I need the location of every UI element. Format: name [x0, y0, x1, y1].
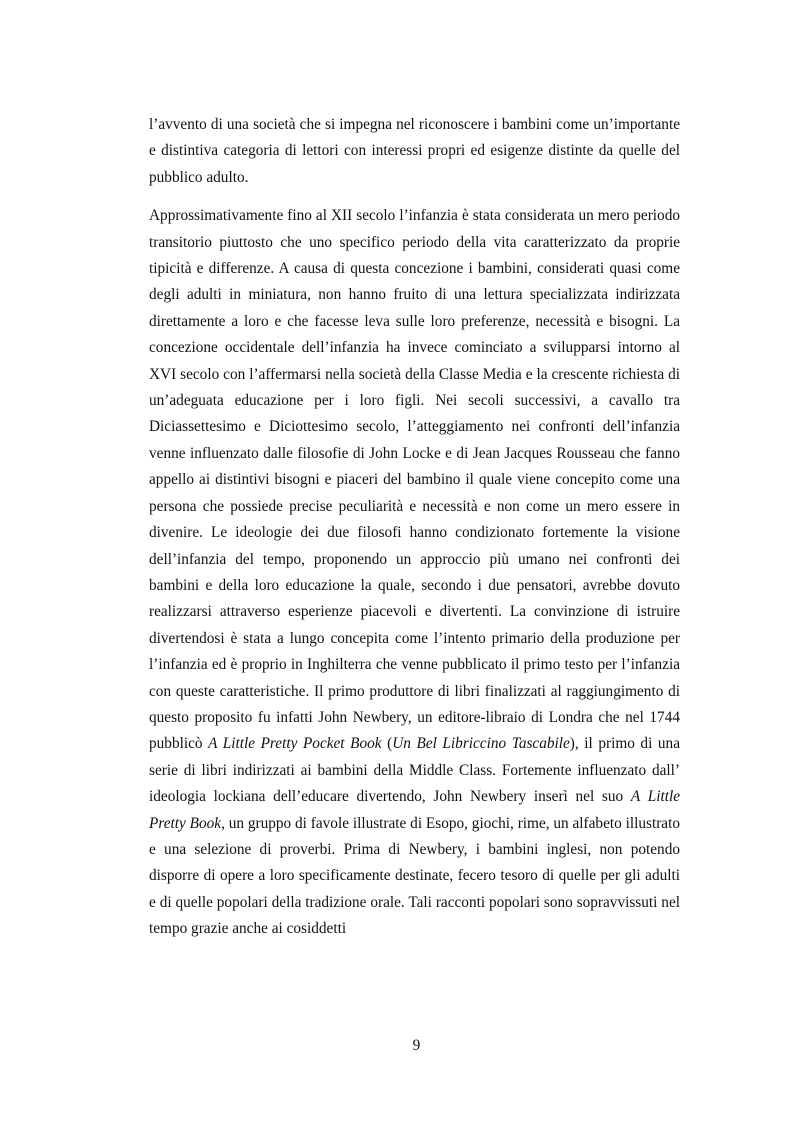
italic-title: A Little Pretty Book: [149, 788, 680, 832]
text-run: ), il primo di una serie di libri indirizzati ai bambini della Middle Class. Fortemente influenzato dall’ ideologia lockiana dell’educare divertendo, John Newbery inserì nel suo: [149, 735, 680, 806]
text-run: Approssimativamente fino al XII secolo l’infanzia è stata considerata un mero periodo transitorio piuttosto che uno specifico periodo della vita caratterizzato da proprie tipicità e differenze. A causa di questa concezione i bambini, considerati quasi come degli adulti in miniatura, non hanno fruito di una lettura specializzata indirizzata direttamente a loro e che facesse leva sulle loro preferenze, necessità e bisogni. La concezione occidentale dell’infanzia ha invece cominciato a svilupparsi intorno al XVI secolo con l’affermarsi nella società della Classe Media e la crescente richiesta di un’adeguata educazione per i loro figli. Nei secoli successivi, a cavallo tra Diciassettesimo e Diciottesimo secolo, l’atteggiamento nei confronti dell’infanzia venne influenzato dalle filosofie di John Locke e di Jean Jacques Rousseau che fanno appello ai distintivi bisogni e piaceri del bambino il quale viene concepito come una persona che possiede precise peculiarità e necessità e non come un mero essere in divenire. Le ideologie dei due filosofi hanno condizionato fortemente la visione dell’infanzia del tempo, proponendo un approccio più umano nei confronti dei bambini e della loro educazione la quale, secondo i due pensatori, avrebbe dovuto realizzarsi attraverso esperienze piacevoli e divertenti. La convinzione di istruire divertendosi è stata a lungo concepita come l’intento primario della produzione per l’infanzia ed è proprio in Inghilterra che venne pubblicato il primo testo per l’infanzia con queste caratteristiche. Il primo produttore di libri finalizzati al raggiungimento di questo proposito fu infatti John Newbery, un editore-libraio di Londra che nel 1744 pubblicò: [149, 207, 680, 753]
text-run: (: [381, 735, 393, 753]
text-run: , un gruppo di favole illustrate di Esopo, giochi, rime, un alfabeto illustrato e una selezione di proverbi. Prima di Newbery, i bambini inglesi, non potendo disporre di opere a loro specificamente destinate, fecero tesoro di quelle per gli adulti e di quelle popolari della tradizione orale. Tali racconti popolari sono sopravvissuti nel tempo grazie anche ai cosiddetti: [149, 814, 680, 938]
page-number: 9: [412, 1037, 421, 1054]
paragraph: [149, 203, 680, 942]
text-body: [149, 112, 680, 943]
italic-title: Un Bel Libriccino Tascabile: [392, 735, 570, 753]
text-run: l’avvento di una società che si impegna nel riconoscere i bambini come un’importante e distintiva categoria di lettori con interessi propri ed esigenze distinte da quelle del pubblico adulto.: [149, 116, 680, 186]
italic-title: A Little Pretty Pocket Book: [208, 735, 382, 753]
paragraph: [149, 112, 680, 191]
